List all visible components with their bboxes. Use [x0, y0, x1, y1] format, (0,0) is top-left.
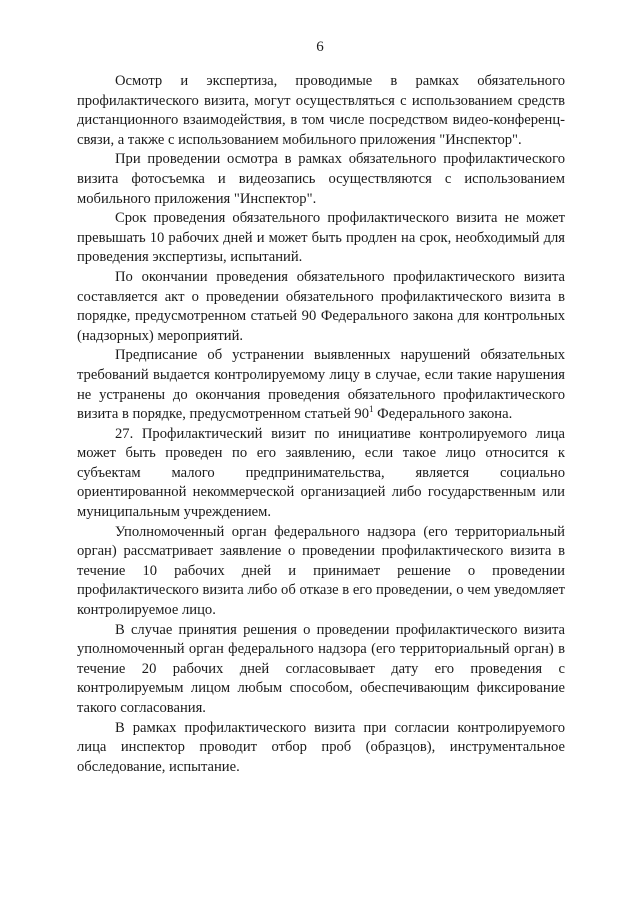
paragraph: Срок проведения обязательного профилактического визита не может превышать 10 рабочих дней и может быть продлен на срок, необходимый для проведения экспертизы, испытаний. [77, 210, 565, 266]
paragraph: В случае принятия решения о проведении профилактического визита уполномоченный орган федерального надзора (его территориальный орган) в течение 20 рабочих дней согласовывает дату его проведения с контролируемым лицом любым способом, обеспечивающим фиксирование такого согласования. [77, 621, 565, 716]
paragraph [77, 346, 565, 424]
document-body [77, 72, 565, 777]
paragraph: В рамках профилактического визита при согласии контролируемого лица инспектор проводит отбор проб (образцов), инструментальное обследование, испытание. [77, 719, 565, 775]
paragraph-tail: Федерального закона. [373, 406, 513, 423]
paragraph: По окончании проведения обязательного профилактического визита составляется акт о проведении обязательного профилактического визита в порядке, предусмотренном статьей 90 Федерального закона для контрольных (надзорных) мероприятий. [77, 268, 565, 344]
paragraph: При проведении осмотра в рамках обязательного профилактического визита фотосъемка и видеозапись осуществляются с использованием мобильного приложения "Инспектор". [77, 151, 565, 207]
paragraph: Осмотр и экспертиза, проводимые в рамках обязательного профилактического визита, могут осуществляться с использованием средств дистанционного взаимодействия, в том числе посредством видео-конференц-связи, а также с использованием мобильного приложения "Инспектор". [77, 73, 565, 148]
superscript-index: 1 [369, 404, 374, 415]
paragraph: 27. Профилактический визит по инициативе контролируемого лица может быть проведен по его заявлению, если такое лицо относится к субъектам малого предпринимательства, является социально ориентированной некоммерческой организацией либо государственным или муниципальным учреждением. [77, 425, 565, 521]
paragraph-text: Предписание об устранении выявленных нарушений обязательных требований выдается контролируемому лицу в случае, если такие нарушения не устранены до окончания проведения обязательного профилактического визита в порядке, предусмотренном статьей 90 [77, 347, 565, 423]
paragraph: Уполномоченный орган федерального надзора (его территориальный орган) рассматривает заявление о проведении профилактического визита в течение 10 рабочих дней и принимает решение о проведении профилактического визита либо об отказе в его проведении, о чем уведомляет контролируемое лицо. [77, 523, 565, 619]
page-number: 6 [316, 39, 324, 55]
